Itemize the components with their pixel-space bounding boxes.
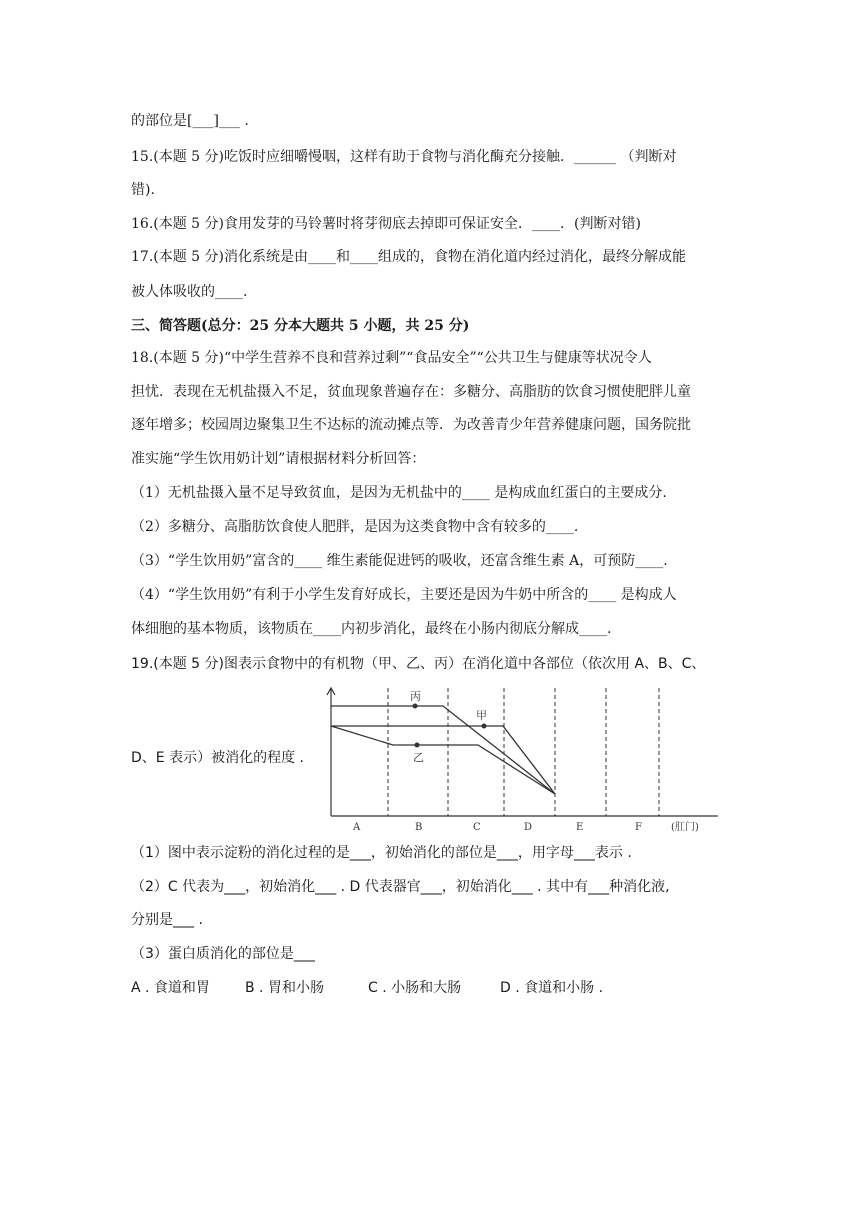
question-18: 18.(本题 5 分)“中学生营养不良和营养过剩”“食品安全”“公共卫生与健康等状况令人	[131, 350, 652, 366]
point-bing	[413, 704, 418, 709]
section-heading: 三、简答题(总分：25 分本大题共 5 小题，共 25 分)	[131, 318, 470, 334]
question-18-sub-4-cont: 体细胞的基本物质，该物质在____内初步消化，最终在小肠内彻底分解成____.	[131, 621, 612, 637]
question-19-cont: D、E 表示）被消化的程度 .	[131, 750, 304, 766]
option-a: A . 食道和胃	[131, 980, 210, 996]
question-17-cont: 被人体吸收的____.	[131, 284, 248, 300]
label-jia: 甲	[476, 709, 487, 722]
point-yi	[415, 743, 420, 748]
section-label-anus: (肛门)	[671, 822, 699, 833]
point-jia	[482, 724, 487, 729]
section-label-d: D	[524, 822, 533, 833]
question-18-body-2: 逐年增多；校园周边聚集卫生不达标的流动摊点等．为改善青少年营养健康问题，国务院批	[131, 417, 691, 433]
question-18-sub-4: （4）“学生饮用奶”有利于小学生发育好成长，主要还是因为牛奶中所含的____ 是构成人	[131, 587, 677, 603]
line-q14-tail: 的部位是[___]___ .	[131, 113, 249, 129]
digestion-figure	[323, 684, 723, 836]
question-19-sub-3: （3）蛋白质消化的部位是___	[131, 946, 315, 962]
section-label-b: B	[415, 822, 423, 833]
question-16: 16.(本题 5 分)食用发芽的马铃薯时将芽彻底去掉即可保证安全．____．(判断对错)	[131, 216, 641, 232]
question-19-sub-1: （1）图中表示淀粉的消化过程的是___，初始消化的部位是___，用字母___表示 .	[131, 845, 632, 861]
question-15: 15.(本题 5 分)吃饭时应细嚼慢咽，这样有助于食物与消化酶充分接触．______ （判断对	[131, 149, 677, 165]
curve-yi	[331, 726, 555, 794]
question-18-body-3: 准实施“学生饮用奶计划”请根据材料分析回答：	[131, 451, 426, 467]
section-label-c: C	[473, 822, 481, 833]
question-18-sub-1: （1）无机盐摄入量不足导致贫血，是因为无机盐中的____ 是构成血红蛋白的主要成分.	[131, 485, 667, 501]
section-label-e: E	[576, 822, 584, 833]
label-yi: 乙	[413, 751, 424, 764]
option-c: C . 小肠和大肠	[368, 980, 462, 996]
option-d: D . 食道和小肠 .	[500, 980, 604, 996]
question-18-sub-3: （3）“学生饮用奶”富含的____ 维生素能促进钙的吸收，还富含维生素 A，可预防____.	[131, 553, 668, 569]
question-19-sub-2-cont: 分别是___ .	[131, 912, 203, 928]
option-b: B . 胃和小肠	[245, 980, 324, 996]
question-19: 19.(本题 5 分)图表示食物中的有机物（甲、乙、丙）在消化道中各部位（依次用 A、B、C、	[131, 656, 706, 672]
section-label-a: A	[353, 822, 361, 833]
question-17: 17.(本题 5 分)消化系统是由____和____组成的，食物在消化道内经过消化，最终分解成能	[131, 249, 686, 265]
question-18-sub-2: （2）多糖分、高脂肪饮食使人肥胖，是因为这类食物中含有较多的____.	[131, 519, 579, 535]
question-18-body-1: 担忧．表现在无机盐摄入不足，贫血现象普遍存在：多糖分、高脂肪的饮食习惯使肥胖儿童	[131, 384, 691, 400]
section-label-f: F	[635, 822, 642, 833]
question-15-cont: 错).	[131, 182, 155, 198]
label-bing: 丙	[410, 690, 421, 703]
question-19-sub-2: （2）C 代表为___，初始消化___ . D 代表器官___，初始消化___ . 其中有___种消化液,	[131, 879, 670, 895]
